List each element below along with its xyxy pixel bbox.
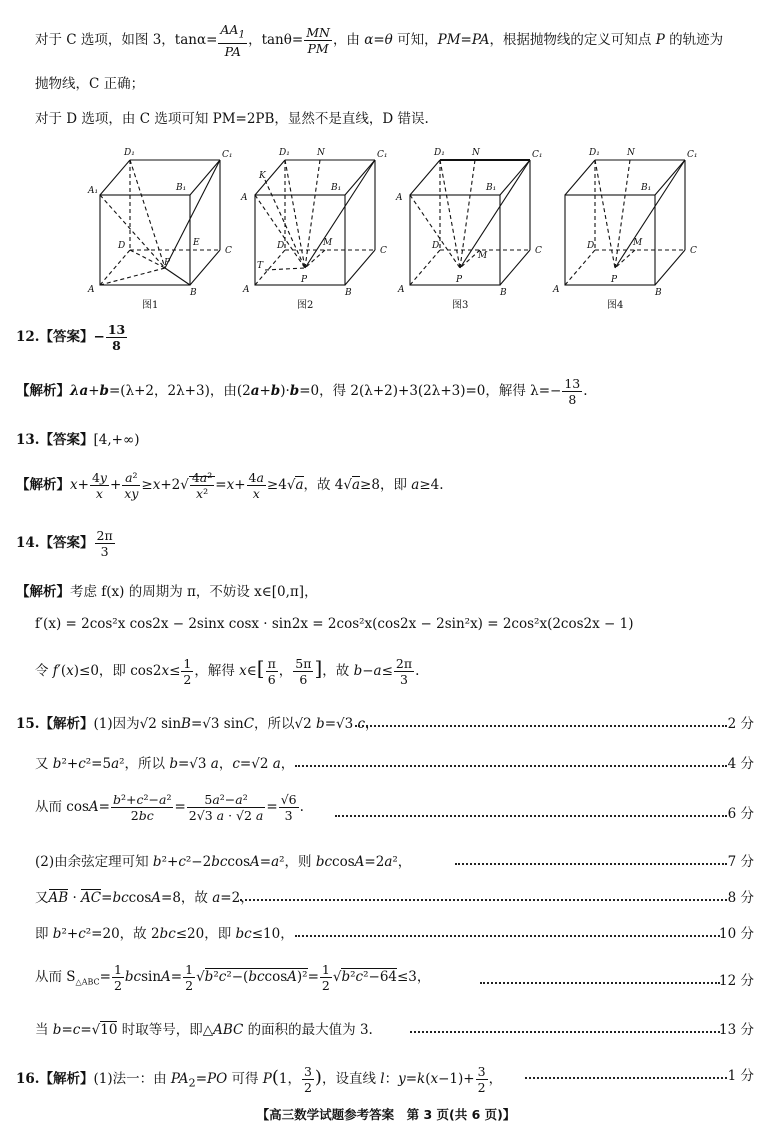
svg-text:N: N: [627, 148, 635, 158]
svg-text:C₁: C₁: [222, 150, 233, 160]
svg-text:D: D: [277, 241, 285, 251]
q15-score-2: 4 分: [727, 756, 754, 772]
svg-text:B: B: [655, 288, 662, 298]
svg-text:C₁: C₁: [377, 150, 388, 160]
q12-answer-line: 12.【答案】− $\frac{13}{8}$: [16, 322, 126, 353]
svg-text:图3: 图3: [452, 300, 469, 311]
q12-analysis-line: 【解析】λa+b=(λ+2，2λ+3)，由(2a+b)·b=0，得 2(λ+2)+3(2λ+3)=0，解得 λ=− $\frac{13}{8}$ .: [16, 376, 588, 407]
c-option-line-1: 对于 C 选项，如图 3，tanα= $\frac{AA_1}{PA}$ ，tanθ= $\frac{MN}{PM}$ ，由 α=θ 可知，PM=PA，根据抛物线的定义可知点 P 的轨迹为: [35, 22, 724, 59]
svg-text:B: B: [500, 288, 507, 298]
svg-text:图1: 图1: [142, 300, 159, 311]
q14-analysis-line-2: f′(x) = 2cos²x cos2x − 2sinx cosx · sin2x = 2cos²x(cos2x − 2sin²x) = 2cos²x(2cos2x − 1): [35, 616, 634, 632]
q13-analysis-line: 【解析】x+ $\frac{4y}{x}$ + $\frac{\text{a²}}{xy}$ ≥x+2√ $\frac{\text{4a²}}{\text{x²}}$ =x+ $\frac{4a}{x}$ ≥4√a，故 4√a≥8，即 a≥4.: [16, 470, 444, 501]
svg-text:C: C: [690, 246, 697, 256]
q15-score-5: 8 分: [727, 890, 754, 906]
svg-text:P: P: [611, 275, 618, 285]
q15-step-4: (2)由余弦定理可知 b²+c²−2bccosA=a²，则 bccosA=2a²，: [35, 854, 412, 870]
svg-text:B: B: [190, 288, 197, 298]
svg-text:A₁: A₁: [88, 186, 99, 196]
svg-text:A: A: [398, 285, 405, 295]
q16-score: 1 分: [727, 1068, 754, 1084]
figure-4: [552, 148, 698, 311]
q15-step-7: 从而 $S_{\triangle ABC}=$ $\frac{1}{2}$ bcsinA= $\frac{1}{2}$ √b²c²−(bccosA)²= $\frac{1}{2}$ √b²c²−64≤3，: [35, 962, 431, 993]
svg-text:D₁: D₁: [124, 148, 135, 158]
q15-score-4: 7 分: [727, 854, 754, 870]
svg-text:N: N: [472, 148, 480, 158]
cube-figures: [80, 140, 710, 315]
svg-text:图4: 图4: [607, 300, 624, 311]
svg-text:A: A: [88, 285, 95, 295]
page-footer: 【高三数学试题参考答案 第 3 页(共 6 页)】: [256, 1107, 516, 1122]
svg-text:C₁: C₁: [687, 150, 698, 160]
svg-text:A: A: [243, 285, 250, 295]
svg-text:M: M: [633, 238, 643, 248]
svg-text:C₁: C₁: [532, 150, 543, 160]
svg-text:图2: 图2: [297, 300, 314, 311]
svg-text:P: P: [301, 275, 308, 285]
q15-step-1: 15.【解析】(1)因为√2 sinB=√3 sinC，所以√2 b=√3 c，: [16, 716, 379, 732]
q14-analysis-line-3: 令 f′(x)≤0，即 cos2x≤ $\frac{1}{2}$ ，解得 x∈[ $\frac{\pi}{6}$ ， $\frac{5\pi}{6}$ ]，故 b−a≤ $\frac{2\pi}{3}$ .: [35, 656, 420, 687]
svg-text:D₁: D₁: [434, 148, 445, 158]
svg-text:B₁: B₁: [486, 183, 497, 193]
q15-step-8: 当 b=c=√10 时取等号，即△ABC 的面积的最大值为 3.: [35, 1022, 373, 1038]
svg-text:A: A: [396, 193, 403, 203]
q16-line: 16.【解析】(1)法一：由 $PA_2=PO$ 可得 P(1， $\frac{3}{2}$ )，设直线 l：y=k(x−1)+ $\frac{3}{2}$ ，: [16, 1064, 503, 1095]
svg-text:D₁: D₁: [279, 148, 290, 158]
svg-text:D: D: [432, 241, 440, 251]
q14-answer-line: 14.【答案】 $\frac{2\pi}{3}$: [16, 528, 113, 559]
svg-text:P: P: [164, 258, 171, 268]
svg-text:A: A: [241, 193, 248, 203]
q15-score-6: 10 分: [719, 926, 754, 942]
c-option-line-2: 抛物线，C 正确；: [35, 76, 145, 92]
svg-text:M: M: [323, 238, 333, 248]
svg-text:C: C: [380, 246, 387, 256]
q15-score-1: 2 分: [727, 716, 754, 732]
svg-text:B₁: B₁: [176, 183, 187, 193]
q15-score-8: 13 分: [719, 1022, 754, 1038]
q15-score-7: 12 分: [719, 973, 754, 989]
svg-text:P: P: [456, 275, 463, 285]
svg-text:K: K: [259, 171, 266, 181]
figure-2: [240, 148, 388, 311]
svg-text:B: B: [345, 288, 352, 298]
svg-text:T: T: [257, 261, 264, 271]
svg-text:D: D: [587, 241, 595, 251]
q15-step-2: 又 b²+c²=5a²，所以 b=√3 a，c=√2 a，: [35, 756, 295, 772]
svg-text:B₁: B₁: [331, 183, 342, 193]
q15-score-3: 6 分: [727, 806, 754, 822]
q13-answer-line: 13.【答案】[4,+∞): [16, 432, 140, 448]
svg-text:C: C: [225, 246, 232, 256]
svg-text:M: M: [478, 251, 488, 261]
svg-text:C: C: [535, 246, 542, 256]
q15-step-5: 又AB · AC=bccosA=8，故 a=2，: [35, 890, 254, 906]
svg-text:E: E: [193, 238, 200, 248]
q15-step-3: 从而 cosA= $\frac{\text{b²+c²−a²}}{2bc}$ = $\frac{\text{5a²−a²}}{2√3 a \cdot √2 a}$ = $\frac{√6}{3}$ .: [35, 792, 304, 823]
q15-step-6: 即 b²+c²=20，故 2bc≤20，即 bc≤10，: [35, 926, 294, 942]
figure-3: [395, 148, 543, 311]
figure-1: [87, 148, 233, 311]
q14-analysis-line-1: 【解析】考虑 f(x) 的周期为 π，不妨设 x∈[0,π]，: [16, 584, 318, 600]
svg-text:D: D: [118, 241, 126, 251]
svg-text:A: A: [553, 285, 560, 295]
d-option-line: 对于 D 选项，由 C 选项可知 PM=2PB，显然不是直线，D 错误.: [35, 111, 429, 127]
svg-text:D₁: D₁: [589, 148, 600, 158]
svg-text:B₁: B₁: [641, 183, 652, 193]
svg-text:N: N: [317, 148, 325, 158]
